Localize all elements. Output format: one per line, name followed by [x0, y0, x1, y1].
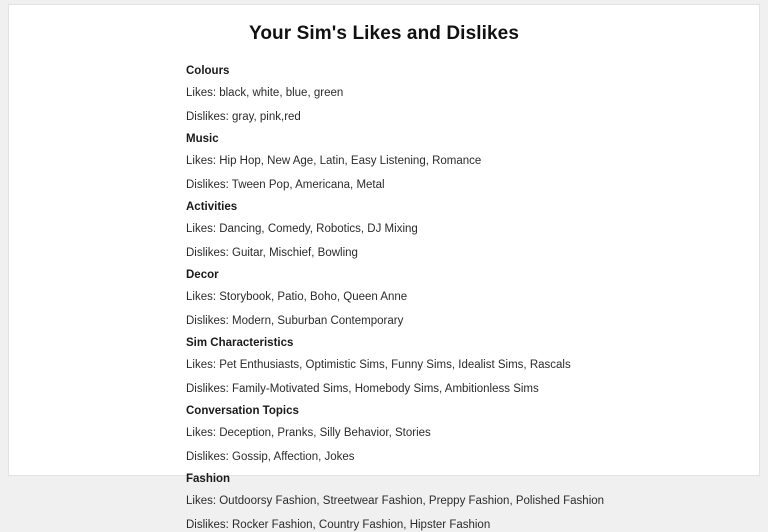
category-name: Conversation Topics [186, 405, 299, 417]
category-name: Decor [186, 269, 219, 281]
page-title: Your Sim's Likes and Dislikes [248, 23, 519, 44]
category-likes: Likes: Deception, Pranks, Silly Behavior, Stories [186, 427, 431, 439]
category-name: Colours [186, 65, 230, 77]
category-name: Sim Characteristics [186, 337, 294, 349]
category-block [186, 473, 759, 532]
category-block [186, 133, 759, 192]
category-likes: Likes: Hip Hop, New Age, Latin, Easy Listening, Romance [186, 155, 482, 167]
category-dislikes: Dislikes: Rocker Fashion, Country Fashion, Hipster Fashion [186, 519, 491, 531]
category-likes: Likes: Outdoorsy Fashion, Streetwear Fashion, Preppy Fashion, Polished Fashion [186, 495, 605, 507]
category-likes: Likes: Storybook, Patio, Boho, Queen Anne [186, 291, 408, 303]
category-dislikes: Dislikes: Modern, Suburban Contemporary [186, 315, 404, 327]
category-block [186, 269, 759, 328]
category-dislikes: Dislikes: Tween Pop, Americana, Metal [186, 179, 385, 191]
likes-dislikes-list [9, 65, 759, 532]
category-name: Music [186, 133, 219, 145]
category-likes: Likes: black, white, blue, green [186, 87, 344, 99]
document-page [8, 4, 760, 531]
category-dislikes: Dislikes: Gossip, Affection, Jokes [186, 451, 355, 463]
category-dislikes: Dislikes: Family-Motivated Sims, Homebody Sims, Ambitionless Sims [186, 383, 539, 395]
category-name: Activities [186, 201, 238, 213]
category-block [186, 337, 759, 396]
category-likes: Likes: Pet Enthusiasts, Optimistic Sims, Funny Sims, Idealist Sims, Rascals [186, 359, 571, 371]
category-dislikes: Dislikes: Guitar, Mischief, Bowling [186, 247, 358, 259]
category-block [186, 201, 759, 260]
category-name: Fashion [186, 473, 231, 485]
category-likes: Likes: Dancing, Comedy, Robotics, DJ Mixing [186, 223, 418, 235]
category-block [186, 405, 759, 464]
category-block [186, 65, 759, 124]
category-dislikes: Dislikes: gray, pink,red [186, 111, 301, 123]
